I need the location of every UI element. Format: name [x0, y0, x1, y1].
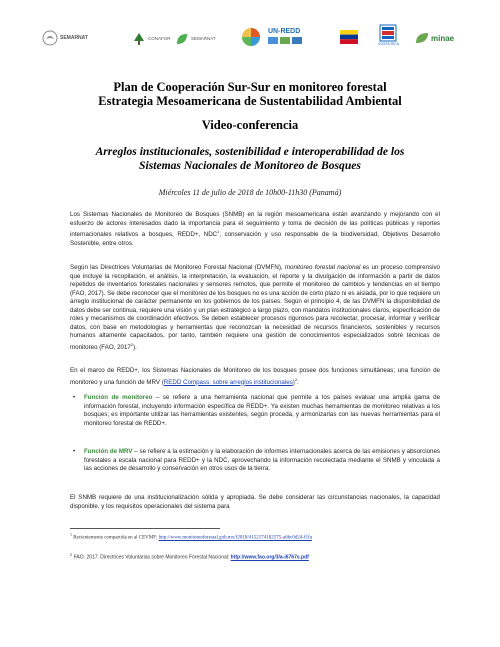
semarnat-logo-text: SEMARNAT	[60, 34, 88, 41]
bullet-dot-icon: •	[73, 394, 76, 401]
costa-rica-shield-icon	[379, 24, 397, 42]
semarnat-green-logo-text: SEMARNAT	[191, 35, 216, 41]
footnote-2-number: 2	[70, 552, 73, 557]
footnote-ref-1[interactable]: 1	[217, 229, 220, 234]
guidelines-italic-term: monitoreo forestal nacional	[284, 264, 361, 271]
eagle-emblem-icon	[42, 30, 58, 46]
bullet-text-monitoring: – se refiere a una herramienta nacional que permite a los países evaluar una amplia gama de información forestal, incluyendo información específica de REDD+. Ya existen muchas herramientas de monitoreo relativas a los bosques; es importante utilizar las herramientas existentes, según proceda, y armonizarlas con las nuevas herramientas para el monitoreo forestal de REDD+.	[84, 394, 441, 427]
regional-emblem-logo	[240, 26, 262, 50]
redd-text-b: )	[292, 378, 295, 386]
footnote-ref-2[interactable]: 2	[130, 341, 134, 347]
semarnat-green-logo	[175, 32, 216, 46]
topic-line-1: Arreglos institucionales, sostenibilidad e interoperabilidad de los	[95, 145, 405, 158]
subtitle: Video-conferencia	[201, 118, 299, 132]
bullet-label-mrv: Función de MRV	[84, 448, 133, 455]
bullet-dot-icon: •	[73, 448, 76, 455]
redd-compass-link[interactable]: REDD Compass: sobre arreglos institucionales	[163, 378, 293, 386]
footnote-2-text: FAO. 2017. Directrices Voluntarias sobre Monitoreo Forestal Nacional:	[72, 554, 231, 561]
footnote-2-link[interactable]: http://www.fao.org/3/a-i6767s.pdf	[230, 554, 309, 561]
guidelines-paragraph	[70, 264, 440, 352]
tree-icon	[132, 32, 146, 46]
unredd-logo	[268, 28, 304, 45]
guidelines-text-b: es un proceso comprensivo que incluye la recopilación, el análisis, la interpretación, la evaluación, el reporte y la divulgación de información a partir de datos repetidos de inventarios forestales nacionales y sensores remotos, que permite el monitoreo de cambios y tendencias en el tiempo (FAO, 2017). Se debe reconocer que el monitoreo de los bosques no es una acción de corto plazo ni es aislada, por lo que requiere un arreglo institucional de carácter permanente en los gobiernos de los países. Según el principio 4, de las DVMFN la disponibilidad de datos debe ser continua, requiere una visión y un plan estratégico a largo plazo, con mandatos institucionales claros, especificación de roles y mecanismos de coordinación efectivos. Se deben establecer procesos rigurosos para recolectar, procesar, informar y verificar datos, con base en metodologías y herramientas que reconozcan la necesidad de recursos financieros, sostenibles y recursos humanos altamente capacitados, por tanto, también requiere una gestión de conocimientos especializados sobre técnicas de monitoreo (FAO, 2017	[70, 264, 440, 351]
bullet-text-mrv: – se refiere a la estimación y la elaboración de informes internacionales acerca de las emisiones y absorciones forestales a escala nacional para REDD+ y la NDC, aprovechando la información recolectada mediante el SNMB y vinculada a las acciones de desarrollo y conservación en otros usos de la tierra.	[84, 448, 440, 472]
footnote-divider	[70, 528, 220, 529]
bullet-item-mrv	[70, 448, 440, 474]
minae-logo	[415, 32, 454, 44]
footnote-1-number: 1	[70, 532, 72, 537]
footnote-2	[70, 552, 450, 561]
intro-paragraph	[70, 211, 440, 248]
topic-heading	[40, 145, 460, 173]
costa-rica-logo-text: COSTA RICA	[378, 42, 399, 46]
institutionalization-paragraph: El SNMB requiere de una institucionalización sólida y apropiada. Se debe considerar las circunstancias nacionales, la capacidad disponible, y los requisitos operacionales del sistema para	[70, 494, 440, 510]
footnote-1	[70, 532, 450, 542]
topic-line-2: Sistemas Nacionales de Monitoreo de Bosques	[139, 159, 361, 172]
footnote-ref-2b[interactable]: 2	[294, 376, 298, 382]
intro-text-a: Los Sistemas Nacionales de Monitoreo de Bosques (SNMB) en la región mesoamericana están avanzando y mejorando con el esfuerzo de actores interesados dado la importancia para el seguimiento y toma de decisión de las políticas públicas y reportes internacionales relativos a bosques, REDD+, NDC	[70, 211, 440, 239]
semarnat-logo	[42, 30, 88, 46]
guidelines-text-c: ).	[133, 343, 137, 351]
flag-logo	[340, 30, 358, 44]
partner-marks-icon	[268, 35, 304, 45]
redd-paragraph	[70, 367, 440, 387]
guidelines-text-a: Según las Directrices Voluntarias de Monitoreo Forestal Nacional (DVMFN),	[70, 264, 285, 271]
bullet-label-monitoring: Función de monitoreo	[84, 394, 153, 401]
national-flag-icon	[340, 30, 358, 44]
footnote-1-text: Recientemente compartida en al CEVMF:	[72, 535, 159, 541]
conafor-logo	[132, 32, 171, 46]
minae-leaf-icon	[415, 32, 429, 44]
regional-emblem-icon	[240, 26, 262, 50]
meeting-date: Miércoles 11 de julio de 2018 de 10h00-11h30 (Panamá)	[158, 188, 342, 197]
unredd-logo-text: UN-REDD	[268, 28, 301, 35]
minae-logo-text: minae	[431, 33, 455, 43]
document-title	[40, 80, 460, 108]
redd-text-c: :	[297, 378, 299, 386]
bullet-item-monitoring	[70, 394, 440, 428]
intro-text-b: , conservación y uso responsable de la biodiversidad, Objetivos Desarrollo Sostenible, entre otros.	[70, 231, 440, 247]
title-line-2: Estrategia Mesoamericana de Sustentabilidad Ambiental	[98, 94, 402, 108]
redd-text-a: En el marco de REDD+, los Sistemas Nacionales de Monitoreo de los bosques posee dos funciones simultáneas; una función de monitoreo y una función de MRV (	[70, 367, 440, 386]
leaf-icon	[175, 32, 189, 46]
title-line-1: Plan de Cooperación Sur-Sur en monitoreo forestal	[113, 80, 387, 94]
footnote-1-link[interactable]: http://www.monitoreoforestal.gob.mx/f2018/4152174182575-a6bc0d24-f1fa	[158, 535, 313, 541]
costa-rica-logo	[378, 24, 399, 47]
conafor-logo-text: CONAFOR	[148, 35, 171, 41]
header-logos	[40, 20, 470, 60]
